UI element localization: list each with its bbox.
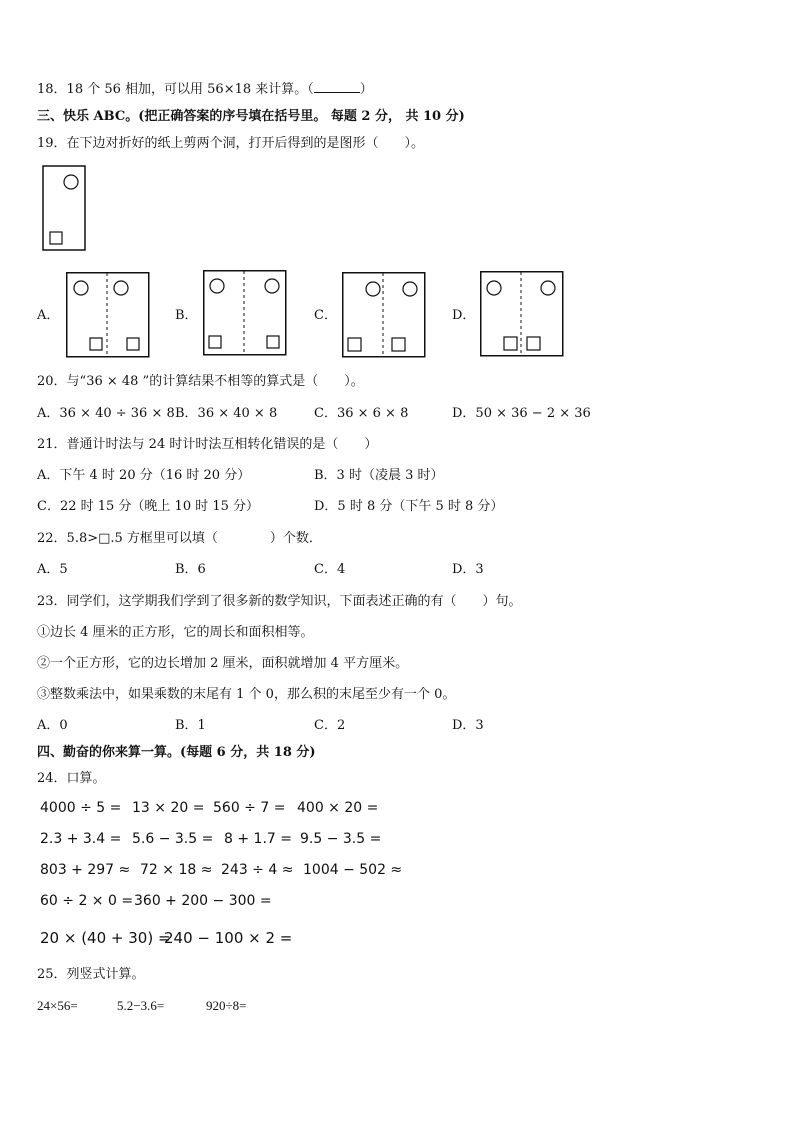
question-25: 25．列竖式计算。 <box>37 967 145 982</box>
calc-item: 72 × 18 ≈ <box>140 862 213 878</box>
option-b-label[interactable]: B． <box>175 308 198 323</box>
calc-item: 13 × 20 = <box>132 800 205 816</box>
q21-option-b[interactable]: B．3 时（凌晨 3 时） <box>314 468 444 483</box>
option-a-label[interactable]: A． <box>37 308 60 323</box>
q22-option-b[interactable]: B．6 <box>175 562 206 577</box>
vertical-calc-item: 920÷8= <box>206 998 247 1013</box>
option-d-label[interactable]: D． <box>452 308 476 323</box>
q20-option-b[interactable]: B．36 × 40 × 8 <box>175 406 278 421</box>
calc-item: 8 + 1.7 = <box>224 831 292 847</box>
q21-option-a[interactable]: A．下午 4 时 20 分（16 时 20 分） <box>37 468 251 483</box>
calc-item: 2.3 + 3.4 = <box>40 831 122 847</box>
calc-item: 60 ÷ 2 × 0 = <box>40 893 134 909</box>
calc-item: 5.6 − 3.5 = <box>132 831 214 847</box>
calc-item: 400 × 20 = <box>297 800 379 816</box>
calc-item: 243 ÷ 4 ≈ <box>221 862 294 878</box>
calc-item: 560 ÷ 7 = <box>213 800 286 816</box>
question-21: 21．普通计时法与 24 时计时法互相转化错误的是（ ） <box>37 437 378 452</box>
section-3-header: 三、快乐 ABC。(把正确答案的序号填在括号里。 每题 2 分， 共 10 分) <box>37 109 465 124</box>
q23-option-b[interactable]: B．1 <box>175 718 206 733</box>
q23-statement-1: ①边长 4 厘米的正方形，它的周长和面积相等。 <box>37 625 314 640</box>
option-d-figure[interactable] <box>480 271 564 357</box>
q23-option-a[interactable]: A．0 <box>37 718 68 733</box>
calc-item: 20 × (40 + 30) = <box>40 929 171 947</box>
vertical-calc-item: 5.2−3.6= <box>117 998 165 1013</box>
option-c-label[interactable]: C． <box>314 308 337 323</box>
question-24: 24．口算。 <box>37 771 106 786</box>
q23-statement-2: ②一个正方形，它的边长增加 2 厘米，面积就增加 4 平方厘米。 <box>37 656 409 671</box>
q23-option-c[interactable]: C．2 <box>314 718 346 733</box>
calc-item: 1004 − 502 ≈ <box>303 862 403 878</box>
option-c-figure[interactable] <box>342 272 426 358</box>
q23-option-d[interactable]: D．3 <box>452 718 484 733</box>
calc-item: 360 + 200 − 300 = <box>134 893 272 909</box>
q23-statement-3: ③整数乘法中，如果乘数的末尾有 1 个 0，那么积的末尾至少有一个 0。 <box>37 687 456 702</box>
question-22: 22．5.8>□.5 方框里可以填（ ）个数． <box>37 531 322 546</box>
calc-item: 803 + 297 ≈ <box>40 862 131 878</box>
q20-option-c[interactable]: C．36 × 6 × 8 <box>314 406 409 421</box>
q21-option-c[interactable]: C．22 时 15 分（晚上 10 时 15 分） <box>37 499 260 514</box>
q22-option-d[interactable]: D．3 <box>452 562 484 577</box>
option-b-figure[interactable] <box>203 270 287 356</box>
vertical-calc-item: 24×56= <box>37 998 78 1013</box>
q21-option-d[interactable]: D．5 时 8 分（下午 5 时 8 分） <box>314 499 504 514</box>
question-19: 19．在下边对折好的纸上剪两个洞，打开后得到的是图形（ ）。 <box>37 136 425 151</box>
calc-item: 240 − 100 × 2 = <box>164 929 293 947</box>
question-23: 23．同学们，这学期我们学到了很多新的数学知识，下面表述正确的有（ ）句。 <box>37 594 522 609</box>
section-4-header: 四、勤奋的你来算一算。(每题 6 分，共 18 分) <box>37 745 316 760</box>
q20-option-a[interactable]: A．36 × 40 ÷ 36 × 8 <box>37 406 175 421</box>
calc-item: 9.5 − 3.5 = <box>300 831 382 847</box>
question-18-close: ） <box>359 82 373 97</box>
q20-option-d[interactable]: D．50 × 36 − 2 × 36 <box>452 406 591 421</box>
q22-option-a[interactable]: A．5 <box>37 562 68 577</box>
option-a-figure[interactable] <box>66 272 150 358</box>
question-18-text: 18．18 个 56 相加，可以用 56×18 来计算。（ <box>37 82 314 97</box>
q22-option-c[interactable]: C．4 <box>314 562 346 577</box>
calc-item: 4000 ÷ 5 = <box>40 800 122 816</box>
question-20: 20．与“36 × 48 ”的计算结果不相等的算式是（ ）。 <box>37 374 364 389</box>
